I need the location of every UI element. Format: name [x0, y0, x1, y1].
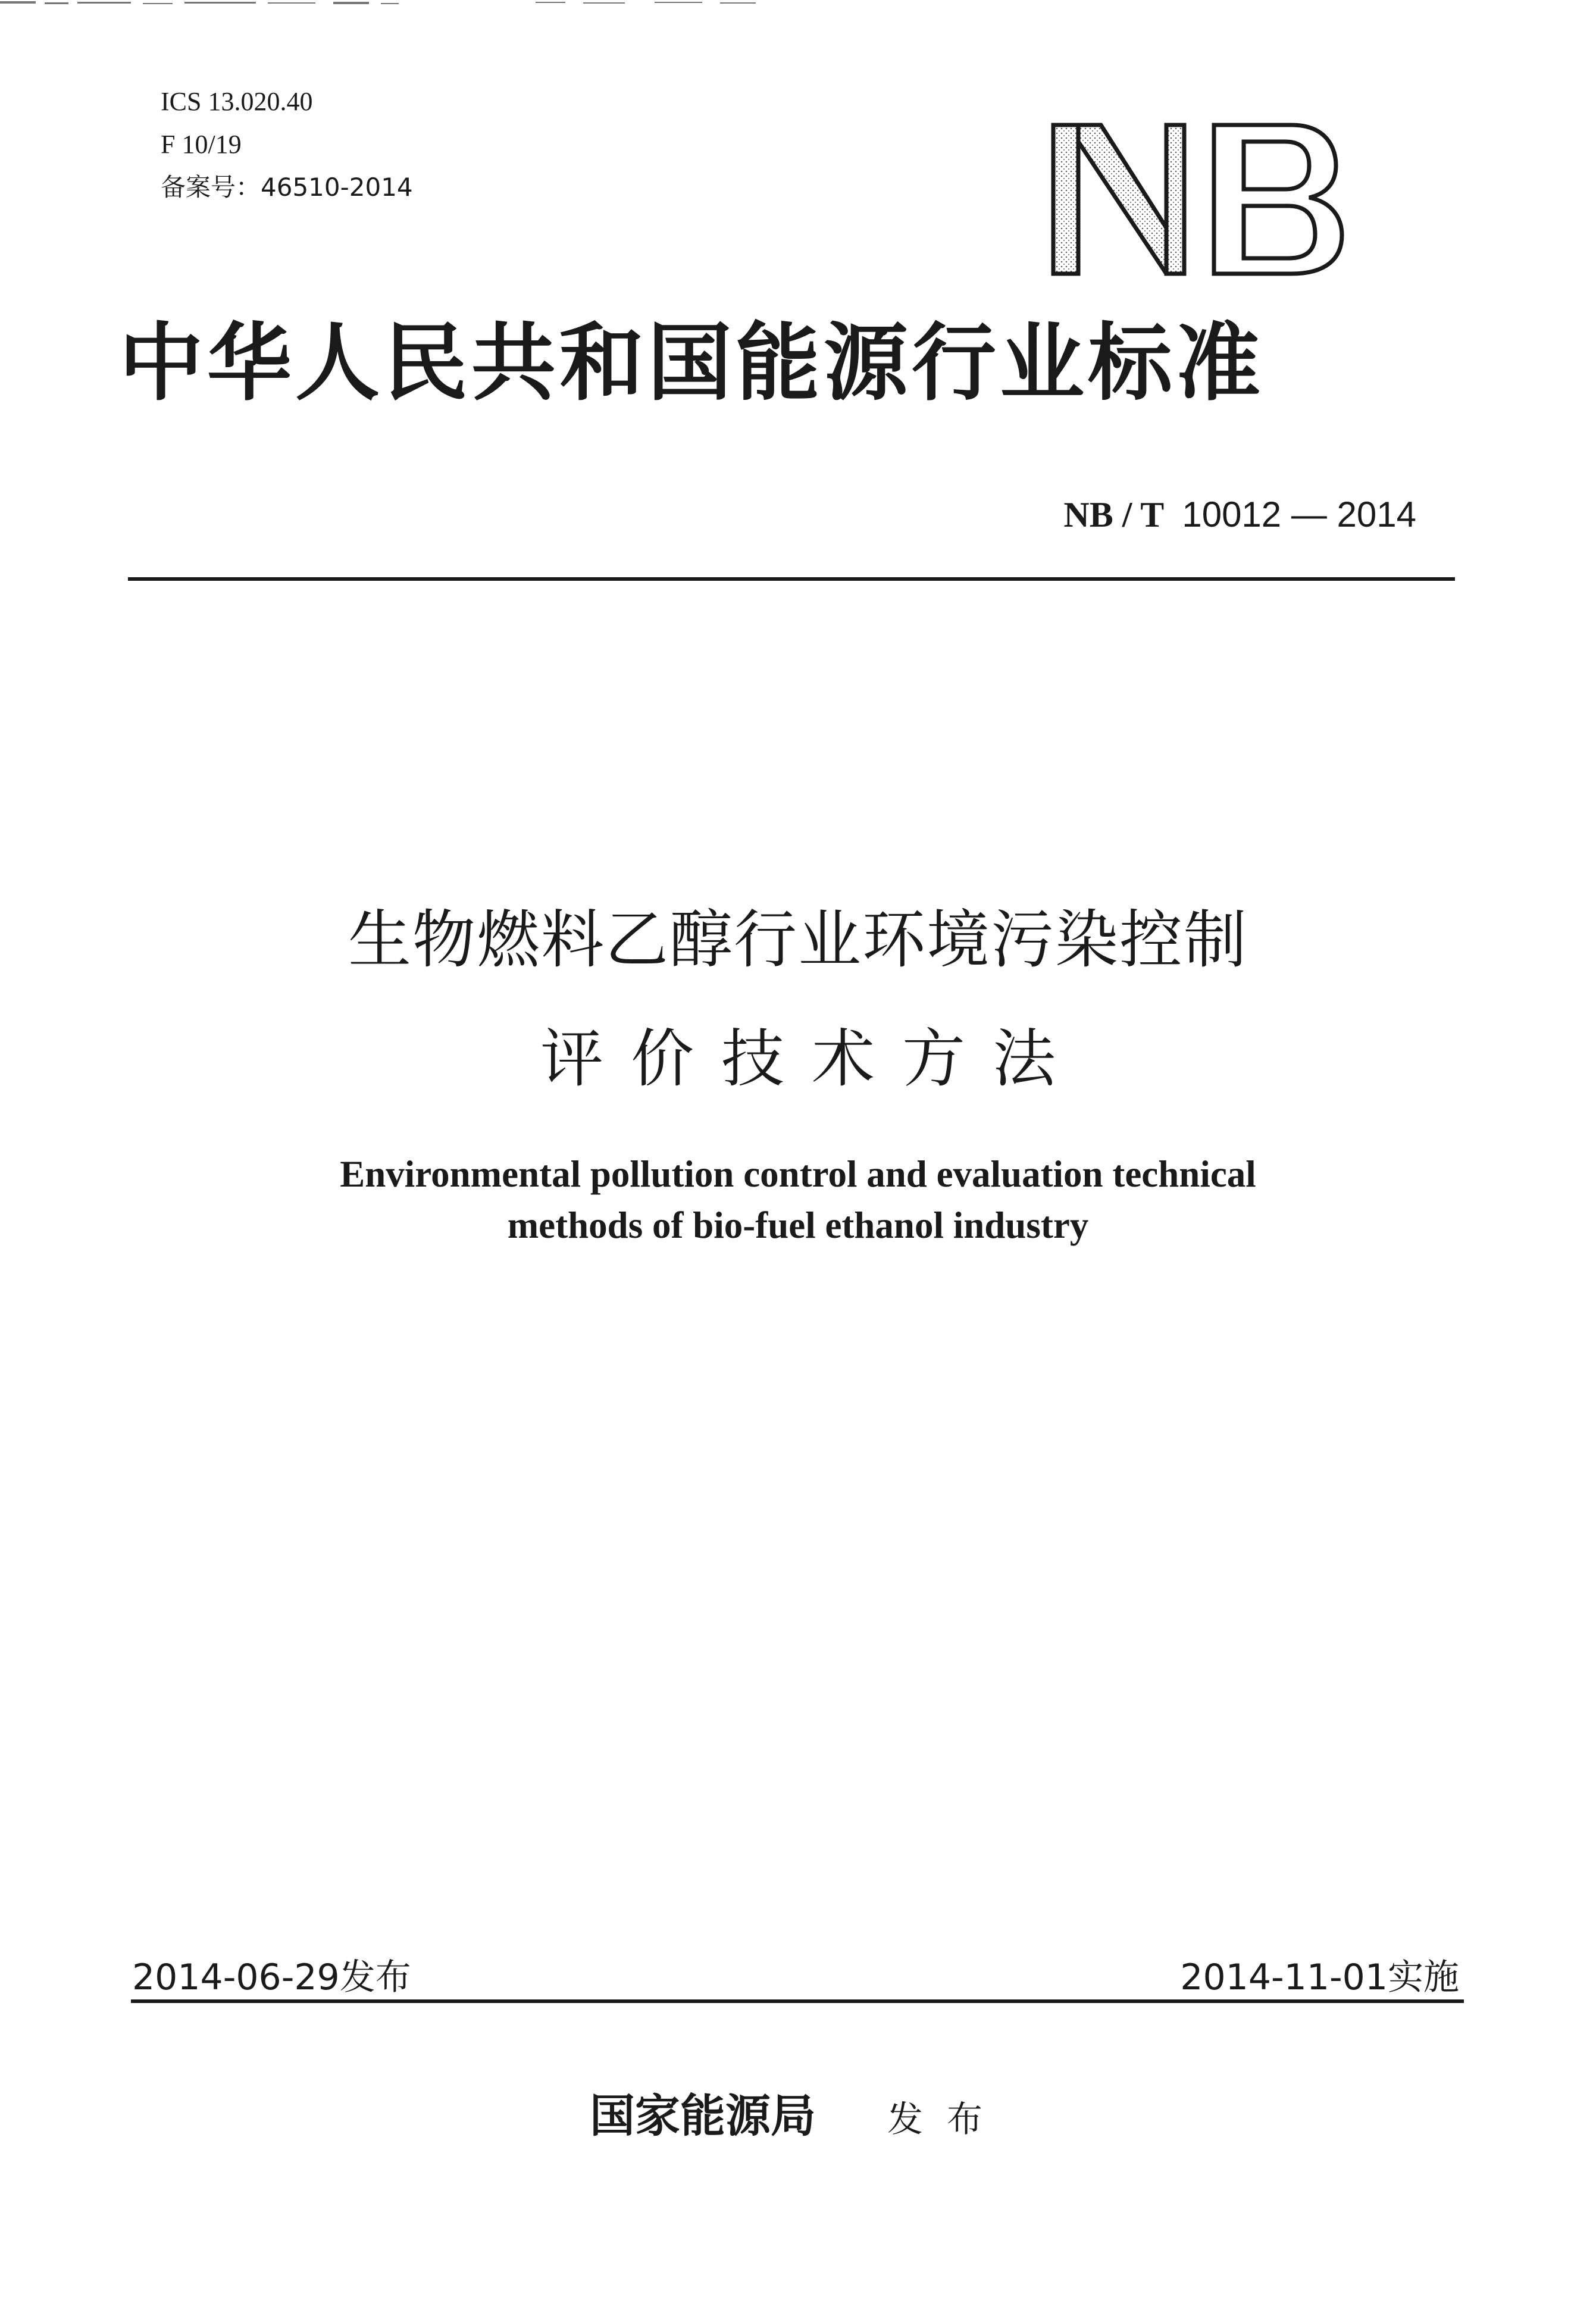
nb-logo	[1041, 113, 1351, 286]
standard-code-prefix: NB / T	[1063, 495, 1165, 534]
title-chinese-line-1: 生物燃料乙醇行业环境污染控制	[348, 903, 1248, 977]
logo-letter-n	[1053, 125, 1184, 274]
ccs-code: F 10/19	[161, 130, 242, 159]
filing-number: 备案号：46510-2014	[161, 173, 413, 202]
effective-date: 2014-11-01实施	[1180, 1957, 1459, 1998]
title-english-line-1: Environmental pollution control and evaluation technical	[340, 1153, 1256, 1195]
scan-edge-noise	[0, 0, 1071, 8]
issuer-name: 国家能源局	[590, 2089, 816, 2142]
standard-code-number: 10012 — 2014	[1182, 495, 1416, 534]
standard-category-title: 中华人民共和国能源行业标准	[119, 314, 1264, 412]
publish-date: 2014-06-29发布	[132, 1957, 411, 1998]
issuer-action: 发布	[887, 2099, 1006, 2140]
header-rule	[128, 577, 1455, 581]
title-english-line-2: methods of bio-fuel ethanol industry	[507, 1204, 1089, 1246]
logo-letter-b	[1214, 125, 1342, 274]
title-chinese-line-2: 评价技术方法	[540, 1022, 1083, 1096]
ics-code: ICS 13.020.40	[161, 87, 313, 116]
issuer-line	[0, 2080, 1596, 2145]
standard-code	[1063, 494, 1416, 536]
footer-rule	[131, 1999, 1464, 2003]
